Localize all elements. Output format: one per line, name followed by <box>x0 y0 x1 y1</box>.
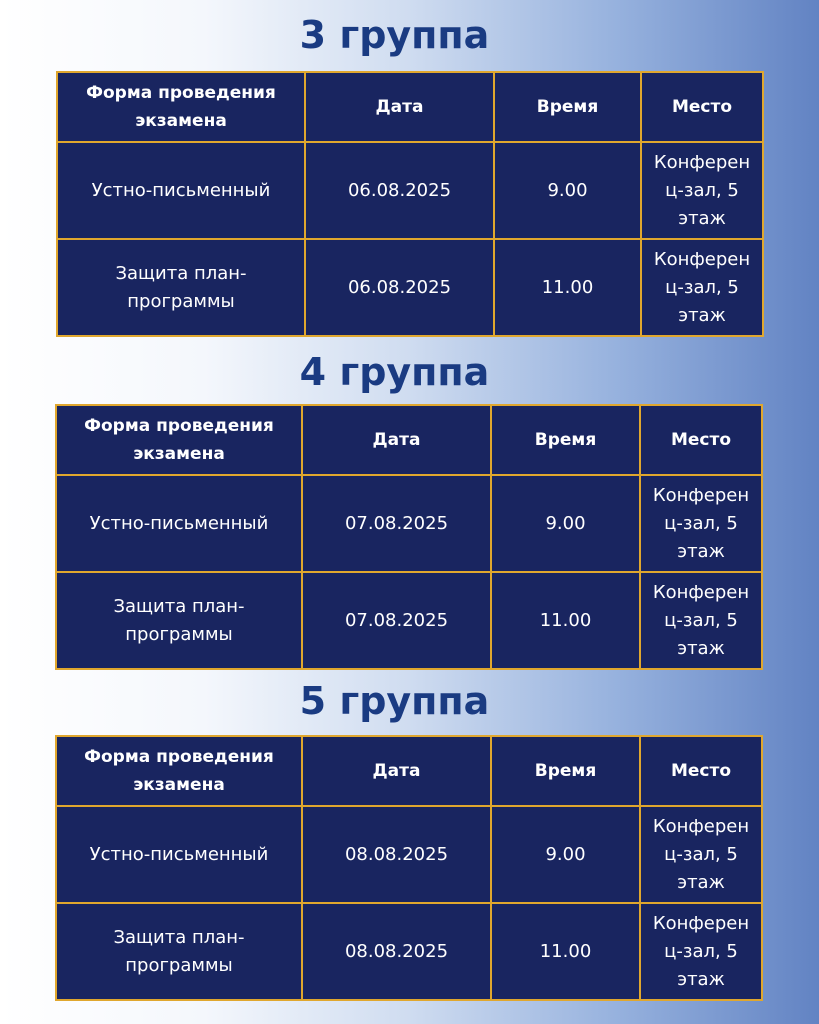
cell-place: Конферен ц-зал, 5 этаж <box>640 475 762 572</box>
header-time: Время <box>491 736 640 806</box>
cell-form: Защита план-программы <box>56 903 302 1000</box>
table-header-row <box>57 72 763 142</box>
table-header-row <box>56 736 762 806</box>
header-date: Дата <box>305 72 494 142</box>
header-place: Место <box>640 736 762 806</box>
header-date: Дата <box>302 736 491 806</box>
cell-place: Конферен ц-зал, 5 этаж <box>640 572 762 669</box>
cell-date: 07.08.2025 <box>302 475 491 572</box>
table-row <box>57 142 763 239</box>
table-row <box>56 475 762 572</box>
header-place: Место <box>640 405 762 475</box>
cell-date: 08.08.2025 <box>302 903 491 1000</box>
cell-time: 9.00 <box>494 142 641 239</box>
cell-form: Устно-письменный <box>56 806 302 903</box>
group-5-table <box>55 735 763 1001</box>
group-3-title: 3 группа <box>299 13 490 57</box>
group-5-title: 5 группа <box>299 679 490 723</box>
header-form: Форма проведения экзамена <box>56 405 302 475</box>
cell-date: 06.08.2025 <box>305 142 494 239</box>
header-form: Форма проведения экзамена <box>56 736 302 806</box>
header-form: Форма проведения экзамена <box>57 72 305 142</box>
cell-place: Конферен ц-зал, 5 этаж <box>640 806 762 903</box>
cell-time: 9.00 <box>491 806 640 903</box>
header-time: Время <box>491 405 640 475</box>
cell-place: Конферен ц-зал, 5 этаж <box>641 142 763 239</box>
cell-date: 07.08.2025 <box>302 572 491 669</box>
cell-time: 11.00 <box>491 903 640 1000</box>
cell-form: Устно-письменный <box>56 475 302 572</box>
group-4-table <box>55 404 763 670</box>
table-row <box>56 806 762 903</box>
table-header-row <box>56 405 762 475</box>
table-row <box>57 239 763 336</box>
cell-place: Конферен ц-зал, 5 этаж <box>640 903 762 1000</box>
table-row <box>56 572 762 669</box>
header-place: Место <box>641 72 763 142</box>
group-3-table <box>56 71 764 337</box>
cell-place: Конферен ц-зал, 5 этаж <box>641 239 763 336</box>
cell-time: 11.00 <box>491 572 640 669</box>
cell-date: 06.08.2025 <box>305 239 494 336</box>
cell-form: Устно-письменный <box>57 142 305 239</box>
table-row <box>56 903 762 1000</box>
header-date: Дата <box>302 405 491 475</box>
cell-form: Защита план-программы <box>56 572 302 669</box>
cell-time: 11.00 <box>494 239 641 336</box>
group-4-title: 4 группа <box>299 350 490 394</box>
cell-date: 08.08.2025 <box>302 806 491 903</box>
header-time: Время <box>494 72 641 142</box>
cell-time: 9.00 <box>491 475 640 572</box>
cell-form: Защита план-программы <box>57 239 305 336</box>
